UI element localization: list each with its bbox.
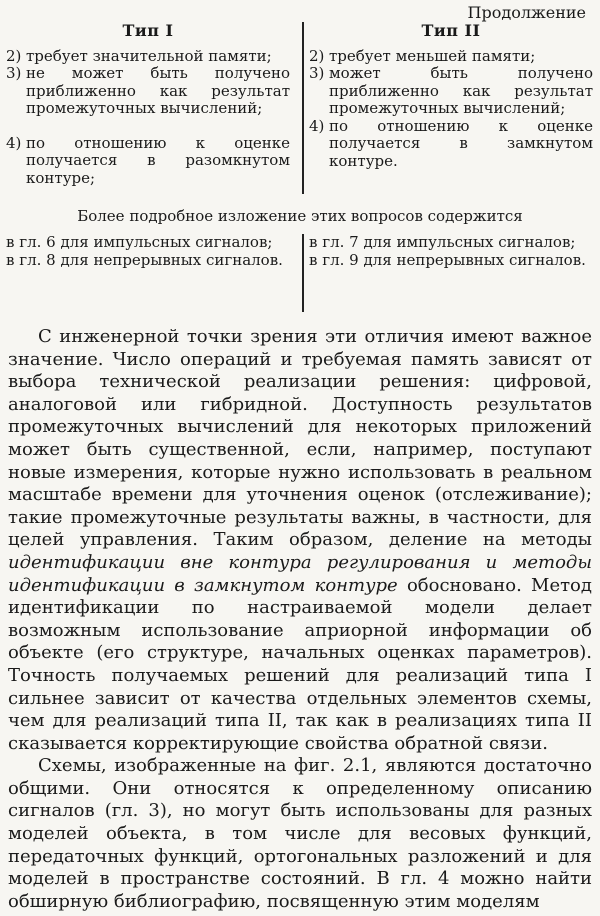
type1-column (6, 22, 290, 187)
body-text (8, 326, 592, 913)
item-number: 3) (6, 64, 22, 82)
paragraph-text: С инженерной точки зрения эти отличия имеют важное значение. Число операций и требуемая память зависят от выбора технической реализации решения: цифровой, аналоговой или гибридной. Доступность результатов промежуточных вычислений для некоторых приложений может быть существенной, если, например, поступают новые измерения, которые нужно использовать в реальном масштабе времени для уточнения оценок (отслеживание); такие промежуточные результаты важны, в частности, для целей управления. Таким образом, деление на методы (8, 326, 592, 551)
paragraph (8, 326, 592, 755)
refs-left-column (6, 234, 290, 269)
chapter-reference: в гл. 9 для непрерывных сигналов. (309, 250, 586, 269)
chapter-reference: в гл. 7 для импульсных сигналов; (309, 233, 576, 251)
spacer (6, 118, 290, 135)
item-number: 4) (6, 133, 22, 152)
type2-item (309, 65, 593, 118)
item-number: 3) (309, 64, 325, 82)
refs-right-column (309, 234, 593, 269)
item-text: по отношению к оценке получается в разомкнутом контуре; (26, 133, 290, 187)
item-number: 4) (309, 116, 325, 135)
column-divider (302, 22, 304, 194)
type2-item (309, 118, 593, 171)
column-divider (302, 234, 304, 312)
item-text: требует меньшей памяти; (329, 46, 536, 65)
paragraph-text: обосновано. Метод идентификации по настраиваемой модели делает возможным использование априорной информации об объекте (его структуре, начальных оценках параметров). Точность получаемых решений для реализаций типа I сильнее зависит от качества отдельных элементов схемы, чем для реализаций типа II, так как в реализациях типа II сказывается корректирующие свойства обратной связи. (8, 574, 592, 754)
type2-column (309, 22, 593, 170)
item-text: требует значительной памяти; (26, 46, 272, 65)
item-number: 2) (6, 46, 22, 65)
type1-item (6, 135, 290, 188)
chapter-reference: в гл. 8 для непрерывных сигналов. (6, 250, 283, 269)
chapter-references (6, 234, 592, 312)
item-text: не может быть получено приближенно как результат промежуточных вычислений; (26, 64, 290, 117)
chapter-reference: в гл. 6 для импульсных сигналов; (6, 233, 273, 251)
more-detail-note: Более подробное изложение этих вопросов содержится (77, 207, 523, 225)
type2-heading: Тип II (421, 21, 481, 40)
comparison-table (6, 22, 592, 194)
item-text: может быть получено приближенно как результат промежуточных вычислений; (329, 64, 593, 117)
type1-heading: Тип I (122, 21, 174, 40)
emphasized-term: идентификации вне контура регулирования и методы идентификации в замкнутом контуре (8, 551, 592, 596)
type1-item (6, 48, 290, 66)
continuation-label: Продолжение (467, 3, 586, 22)
type1-item (6, 65, 290, 118)
type2-item (309, 48, 593, 66)
item-number: 2) (309, 46, 325, 65)
item-text: по отношению к оценке получается в замкнутом контуре. (329, 116, 593, 170)
paragraph: Схемы, изображенные на фиг. 2.1, являются достаточно общими. Они относятся к определенному описанию сигналов (гл. 3), но могут быть использованы для разных моделей объекта, в том числе для весовых функций, передаточных функций, ортогональных разложений и для моделей в пространстве состояний. В гл. 4 можно найти обширную библиографию, посвященную этим моделям (8, 755, 592, 912)
